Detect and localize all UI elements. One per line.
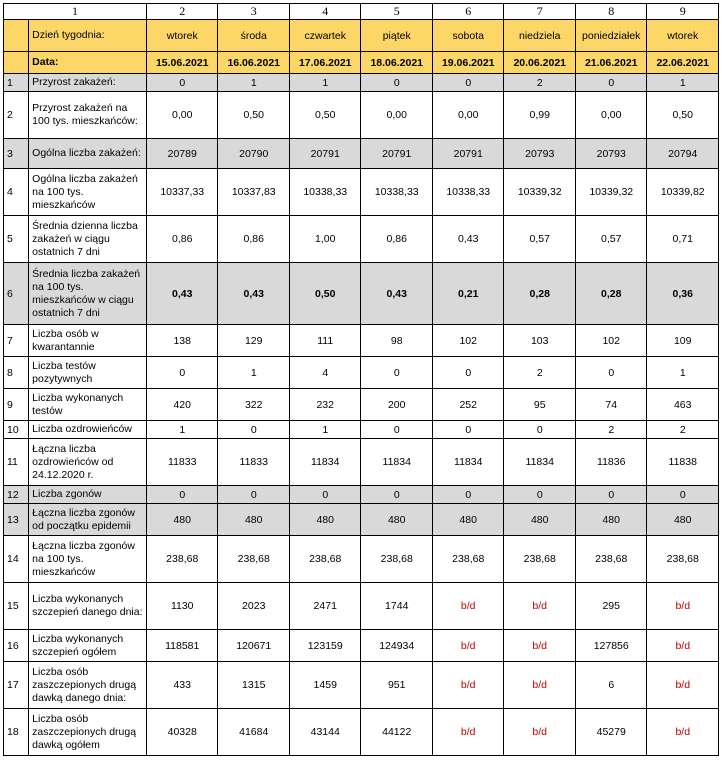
table-row [4,216,719,263]
value-cell: 45279 [575,709,647,756]
no-data-cell: b/d [647,709,719,756]
value-cell: 322 [218,389,290,421]
date-cell: 20.06.2021 [504,52,576,74]
weekday-cell: poniedziałek [575,20,647,52]
value-cell: 0 [647,486,719,504]
row-label: Przyrost zakażeń: [29,74,147,92]
column-number: 7 [504,4,576,20]
value-cell: 480 [218,504,290,536]
row-number: 9 [4,389,29,421]
table-row [4,536,719,583]
row-label: Średnia liczba zakażeń na 100 tys. mieszkańców w ciągu ostatnich 7 dni [29,263,147,325]
value-cell: 10338,33 [432,169,504,216]
column-number: 3 [218,4,290,20]
weekday-cell: piątek [361,20,433,52]
row-number: 11 [4,439,29,486]
value-cell: 2 [647,421,719,439]
value-cell: 1 [647,74,719,92]
value-cell: 20791 [289,139,361,169]
empty-cell [4,20,29,52]
row-label: Łączna liczba zgonów od początku epidemii [29,504,147,536]
value-cell: 20793 [575,139,647,169]
value-cell: 480 [432,504,504,536]
row-label: Liczba osób w kwarantannie [29,325,147,357]
value-cell: 11836 [575,439,647,486]
value-cell: 2 [575,421,647,439]
row-number: 8 [4,357,29,389]
table-row [4,421,719,439]
value-cell: 43144 [289,709,361,756]
value-cell: 127856 [575,630,647,662]
value-cell: 0,50 [289,263,361,325]
value-cell: 41684 [218,709,290,756]
value-cell: 238,68 [361,536,433,583]
value-cell: 0,99 [504,92,576,139]
row-number: 14 [4,536,29,583]
value-cell: 103 [504,325,576,357]
value-cell: 44122 [361,709,433,756]
value-cell: 6 [575,662,647,709]
value-cell: 480 [647,504,719,536]
value-cell: 0,71 [647,216,719,263]
value-cell: 0 [146,357,218,389]
date-cell: 16.06.2021 [218,52,290,74]
no-data-cell: b/d [504,583,576,630]
value-cell: 118581 [146,630,218,662]
value-cell: 232 [289,389,361,421]
value-cell: 238,68 [289,536,361,583]
value-cell: 0,50 [218,92,290,139]
no-data-cell: b/d [432,709,504,756]
value-cell: 1 [289,421,361,439]
value-cell: 10338,33 [289,169,361,216]
value-cell: 74 [575,389,647,421]
value-cell: 238,68 [647,536,719,583]
table-row [4,74,719,92]
value-cell: 0,86 [218,216,290,263]
value-cell: 11834 [504,439,576,486]
value-cell: 20789 [146,139,218,169]
value-cell: 129 [218,325,290,357]
row-label: Liczba osób zaszczepionych drugą dawką ogółem [29,709,147,756]
value-cell: 20794 [647,139,719,169]
date-cell: 19.06.2021 [432,52,504,74]
table-row [4,709,719,756]
value-cell: 20791 [432,139,504,169]
value-cell: 0,21 [432,263,504,325]
no-data-cell: b/d [647,630,719,662]
covid-stats-table [3,3,719,756]
table-row [4,486,719,504]
value-cell: 480 [289,504,361,536]
table-row [4,139,719,169]
value-cell: 11833 [218,439,290,486]
weekday-cell: wtorek [647,20,719,52]
value-cell: 138 [146,325,218,357]
row-label: Liczba wykonanych szczepień danego dnia: [29,583,147,630]
value-cell: 480 [504,504,576,536]
value-cell: 238,68 [575,536,647,583]
table-row [4,169,719,216]
value-cell: 951 [361,662,433,709]
value-cell: 238,68 [432,536,504,583]
value-cell: 4 [289,357,361,389]
value-cell: 124934 [361,630,433,662]
value-cell: 1,00 [289,216,361,263]
value-cell: 2471 [289,583,361,630]
value-cell: 295 [575,583,647,630]
value-cell: 0 [289,486,361,504]
row-label: Ogólna liczba zakażeń: [29,139,147,169]
column-number: 6 [432,4,504,20]
row-number: 16 [4,630,29,662]
value-cell: 0,28 [575,263,647,325]
value-cell: 480 [575,504,647,536]
no-data-cell: b/d [432,662,504,709]
value-cell: 0 [575,486,647,504]
value-cell: 0,00 [361,92,433,139]
row-label: Liczba wykonanych szczepień ogółem [29,630,147,662]
empty-cell [4,52,29,74]
value-cell: 1130 [146,583,218,630]
row-label: Przyrost zakażeń na 100 tys. mieszkańców: [29,92,147,139]
value-cell: 20793 [504,139,576,169]
value-cell: 0,00 [575,92,647,139]
row-label: Łączna liczba zgonów na 100 tys. mieszkańców [29,536,147,583]
value-cell: 1 [218,74,290,92]
value-cell: 0 [361,74,433,92]
value-cell: 98 [361,325,433,357]
no-data-cell: b/d [504,662,576,709]
no-data-cell: b/d [647,583,719,630]
row-number: 5 [4,216,29,263]
column-number: 5 [361,4,433,20]
row-label: Liczba ozdrowieńców [29,421,147,439]
value-cell: 0 [432,486,504,504]
value-cell: 0 [218,486,290,504]
value-cell: 1744 [361,583,433,630]
column-number: 4 [289,4,361,20]
value-cell: 1 [146,421,218,439]
row-number: 7 [4,325,29,357]
value-cell: 11834 [361,439,433,486]
date-label: Data: [29,52,147,74]
weekday-cell: wtorek [146,20,218,52]
value-cell: 1315 [218,662,290,709]
value-cell: 252 [432,389,504,421]
column-number-row [4,4,719,20]
value-cell: 0 [432,421,504,439]
value-cell: 0,43 [218,263,290,325]
value-cell: 11834 [289,439,361,486]
value-cell: 0,50 [647,92,719,139]
value-cell: 0,86 [146,216,218,263]
row-label: Liczba wykonanych testów [29,389,147,421]
value-cell: 10339,32 [575,169,647,216]
value-cell: 0,28 [504,263,576,325]
value-cell: 0,50 [289,92,361,139]
value-cell: 433 [146,662,218,709]
value-cell: 238,68 [504,536,576,583]
value-cell: 0,43 [146,263,218,325]
value-cell: 10339,82 [647,169,719,216]
row-number: 10 [4,421,29,439]
no-data-cell: b/d [504,709,576,756]
value-cell: 0,86 [361,216,433,263]
value-cell: 238,68 [218,536,290,583]
value-cell: 10338,33 [361,169,433,216]
date-cell: 18.06.2021 [361,52,433,74]
weekday-cell: sobota [432,20,504,52]
value-cell: 480 [361,504,433,536]
value-cell: 0,00 [432,92,504,139]
value-cell: 0 [504,486,576,504]
value-cell: 95 [504,389,576,421]
row-number: 1 [4,74,29,92]
table-row [4,389,719,421]
weekday-cell: niedziela [504,20,576,52]
value-cell: 1459 [289,662,361,709]
value-cell: 0 [575,74,647,92]
no-data-cell: b/d [432,583,504,630]
value-cell: 1 [218,357,290,389]
weekday-cell: czwartek [289,20,361,52]
value-cell: 10337,33 [146,169,218,216]
value-cell: 10339,32 [504,169,576,216]
row-number: 18 [4,709,29,756]
row-number: 3 [4,139,29,169]
row-number: 17 [4,662,29,709]
row-number: 2 [4,92,29,139]
value-cell: 0 [504,421,576,439]
value-cell: 0 [432,74,504,92]
value-cell: 0,43 [361,263,433,325]
value-cell: 0 [218,421,290,439]
row-label: Ogólna liczba zakażeń na 100 tys. mieszkańców [29,169,147,216]
weekday-row [4,20,719,52]
value-cell: 0 [361,421,433,439]
value-cell: 123159 [289,630,361,662]
value-cell: 0,36 [647,263,719,325]
value-cell: 2 [504,357,576,389]
date-cell: 21.06.2021 [575,52,647,74]
value-cell: 238,68 [146,536,218,583]
date-row [4,52,719,74]
value-cell: 0,57 [575,216,647,263]
value-cell: 0 [146,486,218,504]
value-cell: 1 [647,357,719,389]
value-cell: 0,43 [432,216,504,263]
table-row [4,504,719,536]
row-number: 4 [4,169,29,216]
value-cell: 0,57 [504,216,576,263]
value-cell: 120671 [218,630,290,662]
value-cell: 111 [289,325,361,357]
no-data-cell: b/d [647,662,719,709]
column-number: 1 [4,4,147,20]
value-cell: 420 [146,389,218,421]
table-row [4,662,719,709]
value-cell: 0 [361,357,433,389]
value-cell: 11838 [647,439,719,486]
value-cell: 0 [146,74,218,92]
column-number: 2 [146,4,218,20]
table-row [4,439,719,486]
value-cell: 200 [361,389,433,421]
value-cell: 20790 [218,139,290,169]
value-cell: 11834 [432,439,504,486]
table-row [4,357,719,389]
date-cell: 17.06.2021 [289,52,361,74]
value-cell: 0 [361,486,433,504]
table-row [4,263,719,325]
row-number: 15 [4,583,29,630]
value-cell: 20791 [361,139,433,169]
value-cell: 10337,83 [218,169,290,216]
row-label: Łączna liczba ozdrowieńców od 24.12.2020 r. [29,439,147,486]
value-cell: 0 [432,357,504,389]
value-cell: 40328 [146,709,218,756]
weekday-cell: środa [218,20,290,52]
row-number: 13 [4,504,29,536]
value-cell: 102 [575,325,647,357]
row-label: Liczba testów pozytywnych [29,357,147,389]
value-cell: 480 [146,504,218,536]
row-label: Liczba osób zaszczepionych drugą dawką danego dnia: [29,662,147,709]
value-cell: 102 [432,325,504,357]
row-label: Średnia dzienna liczba zakażeń w ciągu ostatnich 7 dni [29,216,147,263]
value-cell: 11833 [146,439,218,486]
row-number: 6 [4,263,29,325]
table-row [4,92,719,139]
value-cell: 109 [647,325,719,357]
value-cell: 0 [575,357,647,389]
date-cell: 15.06.2021 [146,52,218,74]
table-row [4,583,719,630]
value-cell: 463 [647,389,719,421]
value-cell: 1 [289,74,361,92]
column-number: 9 [647,4,719,20]
value-cell: 0,00 [146,92,218,139]
value-cell: 2 [504,74,576,92]
row-number: 12 [4,486,29,504]
date-cell: 22.06.2021 [647,52,719,74]
no-data-cell: b/d [432,630,504,662]
row-label: Liczba zgonów [29,486,147,504]
value-cell: 2023 [218,583,290,630]
column-number: 8 [575,4,647,20]
table-row [4,325,719,357]
table-row [4,630,719,662]
no-data-cell: b/d [504,630,576,662]
weekday-label: Dzień tygodnia: [29,20,147,52]
